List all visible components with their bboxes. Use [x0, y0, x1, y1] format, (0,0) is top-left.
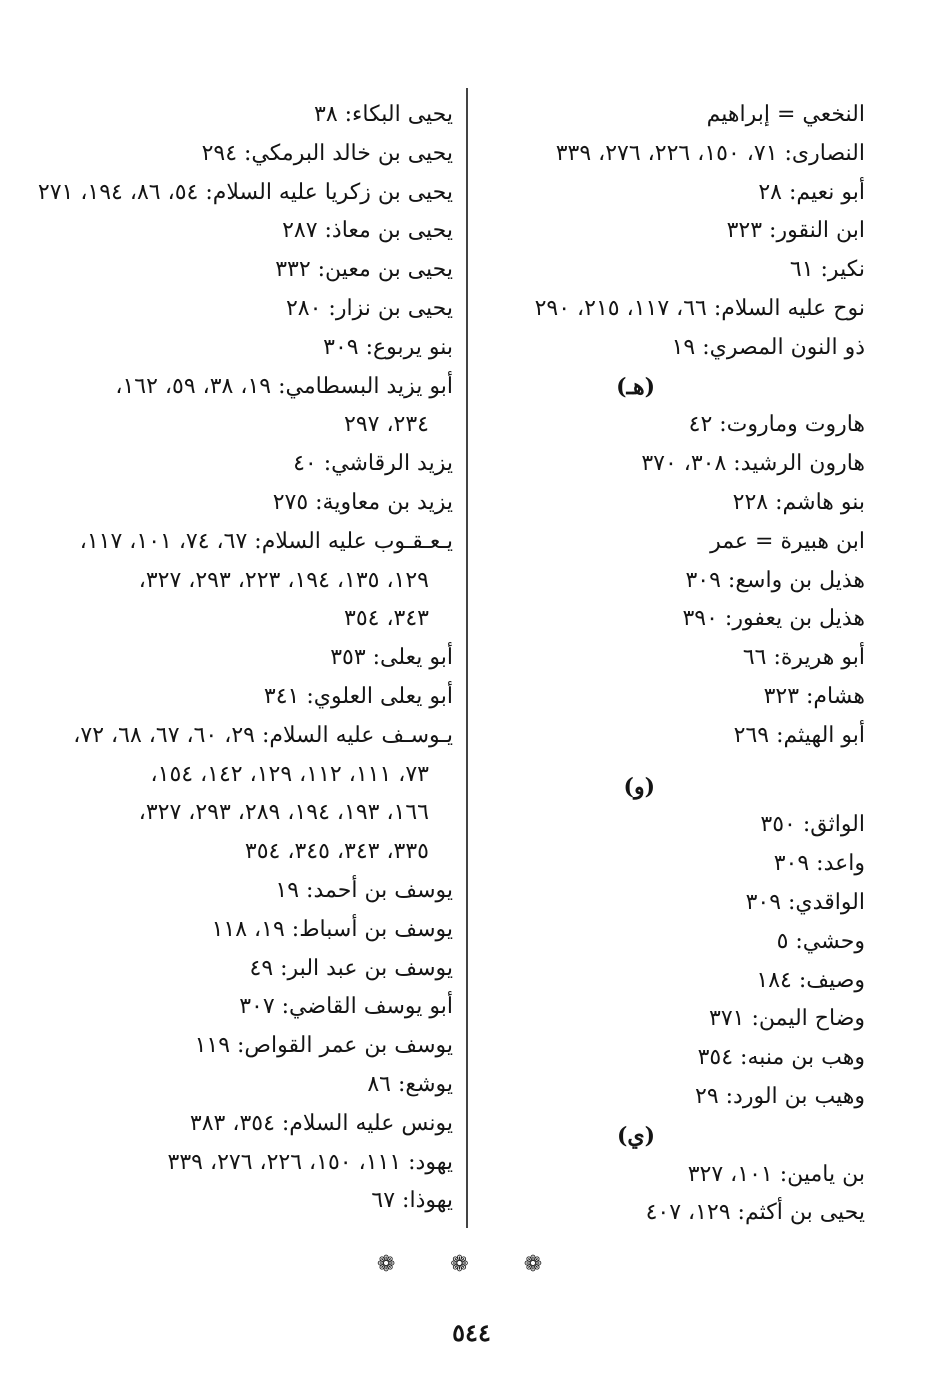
index-entry: يحيى بن معين: ٣٣٢ — [275, 257, 453, 283]
index-entry: يوسف بن أحمد: ١٩ — [275, 877, 453, 903]
index-entry: يحيى بن أكثم: ١٢٩، ٤٠٧ — [645, 1200, 865, 1226]
index-entry: ابن هبيرة = عمر — [710, 528, 865, 554]
index-entry: أبو هريرة: ٦٦ — [742, 645, 865, 671]
index-entry-continuation: ١٢٩، ١٣٥، ١٩٤، ٢٢٣، ٢٩٣، ٣٢٧، — [138, 567, 429, 593]
index-entry: أبو نعيم: ٢٨ — [758, 179, 865, 205]
index-entry: الواثق: ٣٥٠ — [760, 812, 865, 838]
index-entry: يهوذا: ٦٧ — [371, 1188, 453, 1214]
index-entry: يهود: ١١١، ١٥٠، ٢٢٦، ٢٧٦، ٣٣٩ — [167, 1149, 453, 1175]
index-entry-continuation: ٣٣٥، ٣٤٣، ٣٤٥، ٣٥٤ — [244, 839, 429, 865]
index-entry: يوسف بن أسباط: ١٩، ١١٨ — [211, 916, 453, 942]
index-entry: يحيى بن خالد البرمكي: ٢٩٤ — [201, 140, 453, 166]
index-column-left — [33, 96, 453, 1221]
index-entry: نكير: ٦١ — [789, 257, 865, 283]
index-entry: هذيل بن يعفور: ٣٩٠ — [682, 606, 865, 632]
index-entry: بن يامين: ١٠١، ٣٢٧ — [687, 1161, 865, 1187]
index-entry: النصارى: ٧١، ١٥٠، ٢٢٦، ٢٧٦، ٣٣٩ — [555, 140, 865, 166]
index-entry: بنو هاشم: ٢٢٨ — [732, 489, 865, 515]
index-entry: يزيد الرقاشي: ٤٠ — [293, 451, 453, 477]
index-entry-continuation: ٧٣، ١١١، ١١٢، ١٢٩، ١٤٢، ١٥٤، — [150, 761, 429, 787]
index-entry: يوشع: ٨٦ — [367, 1071, 453, 1097]
index-entry-continuation: ١٦٦، ١٩٣، ١٩٤، ٢٨٩، ٢٩٣، ٣٢٧، — [138, 800, 429, 826]
section-letter-heading: (هـ) — [616, 373, 655, 400]
index-entry: أبو يزيد البسطامي: ١٩، ٣٨، ٥٩، ١٦٢، — [115, 373, 453, 399]
index-entry: يـعـقـوب عليه السلام: ٦٧، ٧٤، ١٠١، ١١٧، — [79, 528, 453, 554]
index-entry: هشام: ٣٢٣ — [763, 683, 865, 709]
index-column-right — [475, 96, 865, 1233]
index-entry: هاروت وماروت: ٤٢ — [688, 412, 865, 438]
index-entry: وصيف: ١٨٤ — [756, 967, 865, 993]
index-entry: ذو النون المصري: ١٩ — [671, 334, 865, 360]
index-entry: أبو يوسف القاضي: ٣٠٧ — [239, 994, 453, 1020]
index-entry: نوح عليه السلام: ٦٦، ١١٧، ٢١٥، ٢٩٠ — [534, 295, 865, 321]
index-entry: أبو يعلى العلوي: ٣٤١ — [263, 683, 453, 709]
ornament-divider: ❁ ❁ ❁ — [376, 1252, 567, 1277]
index-entry: يونس عليه السلام: ٣٥٤، ٣٨٣ — [189, 1110, 453, 1136]
section-letter-heading: (و) — [623, 773, 655, 800]
index-entry: يـوسـف عليه السلام: ٢٩، ٦٠، ٦٧، ٦٨، ٧٢، — [73, 722, 453, 748]
index-entry-continuation: ٢٣٤، ٢٩٧ — [344, 412, 429, 438]
index-entry: ابن النقور: ٣٢٣ — [726, 218, 865, 244]
index-entry: يحيى البكاء: ٣٨ — [314, 102, 453, 127]
index-entry: بنو يربوع: ٣٠٩ — [323, 334, 453, 360]
index-entry: وهيب بن الورد: ٢٩ — [695, 1083, 865, 1109]
index-entry: أبو يعلى: ٣٥٣ — [330, 645, 453, 671]
page-number: ٥٤٤ — [452, 1318, 491, 1347]
index-entry: أبو الهيثم: ٢٦٩ — [733, 722, 865, 748]
index-entry: يحيى بن زكريا عليه السلام: ٥٤، ٨٦، ١٩٤، ٢٧١ — [37, 179, 453, 205]
index-entry: وهب بن منبه: ٣٥٤ — [697, 1045, 865, 1071]
index-entry: النخعي = إبراهيم — [706, 102, 865, 127]
index-entry: وضاح اليمن: ٣٧١ — [709, 1006, 865, 1032]
index-entry-continuation: ٣٤٣، ٣٥٤ — [344, 606, 429, 632]
index-entry: واعد: ٣٠٩ — [773, 851, 865, 877]
index-entry: هارون الرشيد: ٣٠٨، ٣٧٠ — [641, 451, 865, 477]
column-divider — [466, 88, 468, 1228]
index-entry: الواقدي: ٣٠٩ — [745, 889, 865, 915]
index-entry: يوسف بن عبد البر: ٤٩ — [249, 955, 453, 981]
index-entry: يزيد بن معاوية: ٢٧٥ — [272, 489, 453, 515]
section-spacer — [475, 756, 865, 768]
index-entry: يحيى بن نزار: ٢٨٠ — [285, 295, 453, 321]
index-entry: وحشي: ٥ — [776, 928, 865, 954]
section-letter-heading: (ي) — [616, 1122, 655, 1149]
index-entry: يحيى بن معاذ: ٢٨٧ — [282, 218, 453, 244]
index-entry: هذيل بن واسع: ٣٠٩ — [685, 567, 865, 593]
index-entry: يوسف بن عمر القواص: ١١٩ — [194, 1033, 453, 1059]
